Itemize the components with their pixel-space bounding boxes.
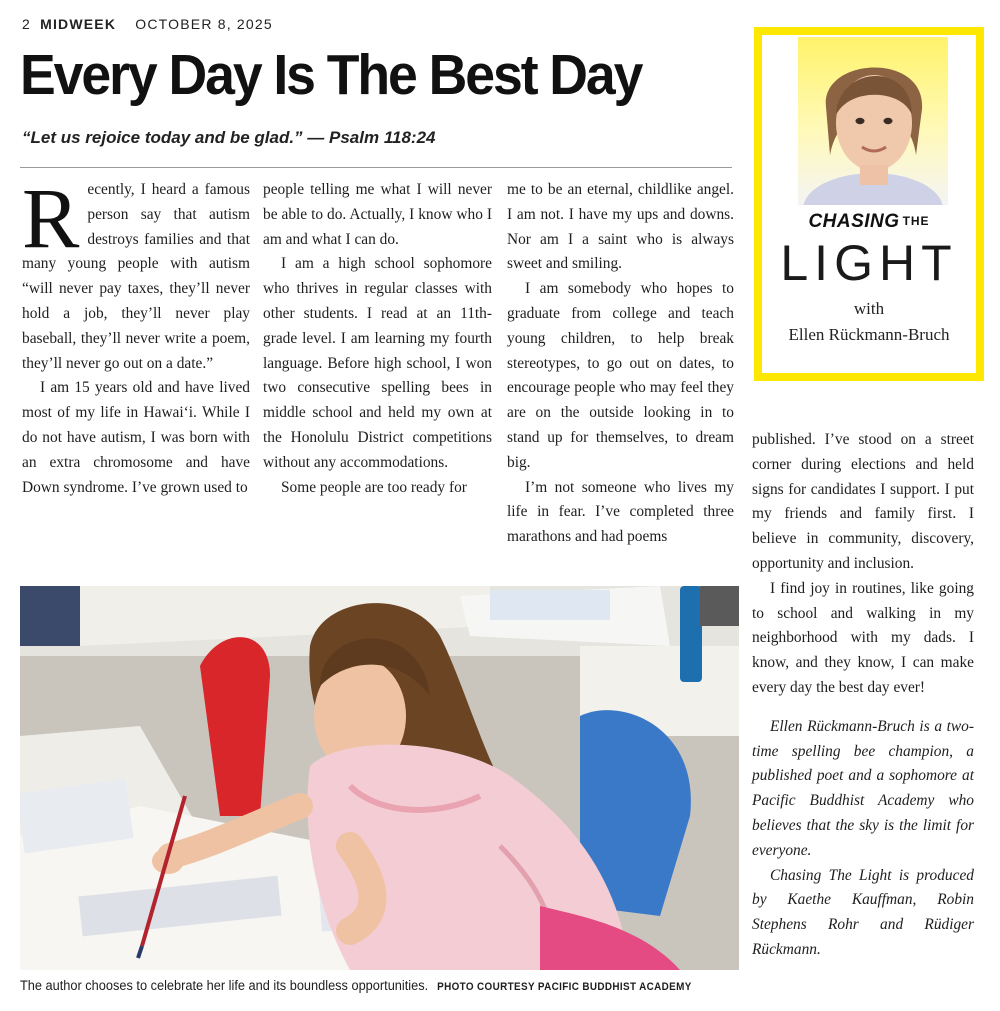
section-name: MIDWEEK xyxy=(40,16,117,32)
headline: Every Day Is The Best Day xyxy=(20,43,642,107)
article-paragraph xyxy=(22,170,250,376)
column-author: Ellen Rückmann-Bruch xyxy=(788,325,950,344)
article-paragraph: people telling me what I will never be able to do. Actually, I know who I am and what I can do. xyxy=(263,181,492,248)
article-text: ecently, I heard a famous person say that autism destroys families and that many young people with autism “will never pay taxes, they’ll never hold a job, they’ll never play baseball, they’ll never write a poem, they’ll never go out on a date.” xyxy=(22,181,250,372)
drop-cap: R xyxy=(22,170,80,266)
photo-caption xyxy=(20,978,692,994)
article-photo xyxy=(20,586,739,970)
article-column-1 xyxy=(22,170,250,500)
article-column-4 xyxy=(752,428,974,963)
page-number: 2 xyxy=(22,16,31,32)
bio-paragraph: Ellen Rückmann-Bruch is a two-time spelling bee champion, a published poet and a sophomore at Pacific Buddhist Academy who believes that the sky is the limit for everyone. xyxy=(752,717,974,859)
article-paragraph: published. I’ve stood on a street corner during elections and held signs for candidates I support. I put my friends and family first. I believe in community, discovery, opportunity and inclusion. xyxy=(752,431,974,572)
issue-date: OCTOBER 8, 2025 xyxy=(135,16,273,32)
article-paragraph: I am a high school sophomore who thrives in regular classes with other students. I read at an 11th-grade level. I am learning my fourth language. Before high school, I won two consecutive spelling bees in middle school and held my own at the Honolulu District competitions without any accommodations. xyxy=(263,255,492,471)
article-paragraph: Some people are too ready for xyxy=(281,478,467,496)
article-paragraph: I find joy in routines, like going to school and walking in my neighborhood with my dads. I know, and they know, I can make every day the best day ever! xyxy=(752,579,974,696)
article-paragraph: I am 15 years old and have lived most of my life in Hawai‘i. While I do not have autism, I was born with an extra chromosome and have Down syndrome. I’ve grown used to xyxy=(22,379,250,496)
pull-quote: “Let us rejoice today and be glad.” — Psalm 118:24 xyxy=(22,128,436,147)
article-paragraph: I am somebody who hopes to graduate from college and teach young children, to help break stereotypes, to go out on dates, to encourage people who may feel they are on the outside looking in to stand up for themselves, to dream big. xyxy=(507,280,734,471)
caption-text: The author chooses to celebrate her life and its boundless opportunities. xyxy=(20,978,429,994)
column-byline-with: with xyxy=(853,299,885,318)
article-paragraph: I’m not someone who lives my life in fear. I’ve completed three marathons and had poems xyxy=(507,478,734,546)
column-name-light: LIGHT xyxy=(780,235,958,291)
author-bio xyxy=(752,715,974,963)
author-portrait xyxy=(798,37,948,205)
page-folio xyxy=(22,16,273,32)
photo-credit: PHOTO COURTESY PACIFIC BUDDHIST ACADEMY xyxy=(437,981,692,993)
article-column-3 xyxy=(507,178,734,550)
bio-paragraph: Chasing The Light is produced by Kaethe Kauffman, Robin Stephens Rohr and Rüdiger Rückmann. xyxy=(752,866,974,958)
column-name-prefix: CHASING THE xyxy=(808,211,930,232)
article-column-2 xyxy=(263,178,492,500)
article-paragraph: me to be an eternal, childlike angel. I am not. I have my ups and downs. Nor am I a saint who is always sweet and smiling. xyxy=(507,181,734,273)
column-branding-box xyxy=(754,27,984,381)
headline-divider xyxy=(20,167,732,168)
